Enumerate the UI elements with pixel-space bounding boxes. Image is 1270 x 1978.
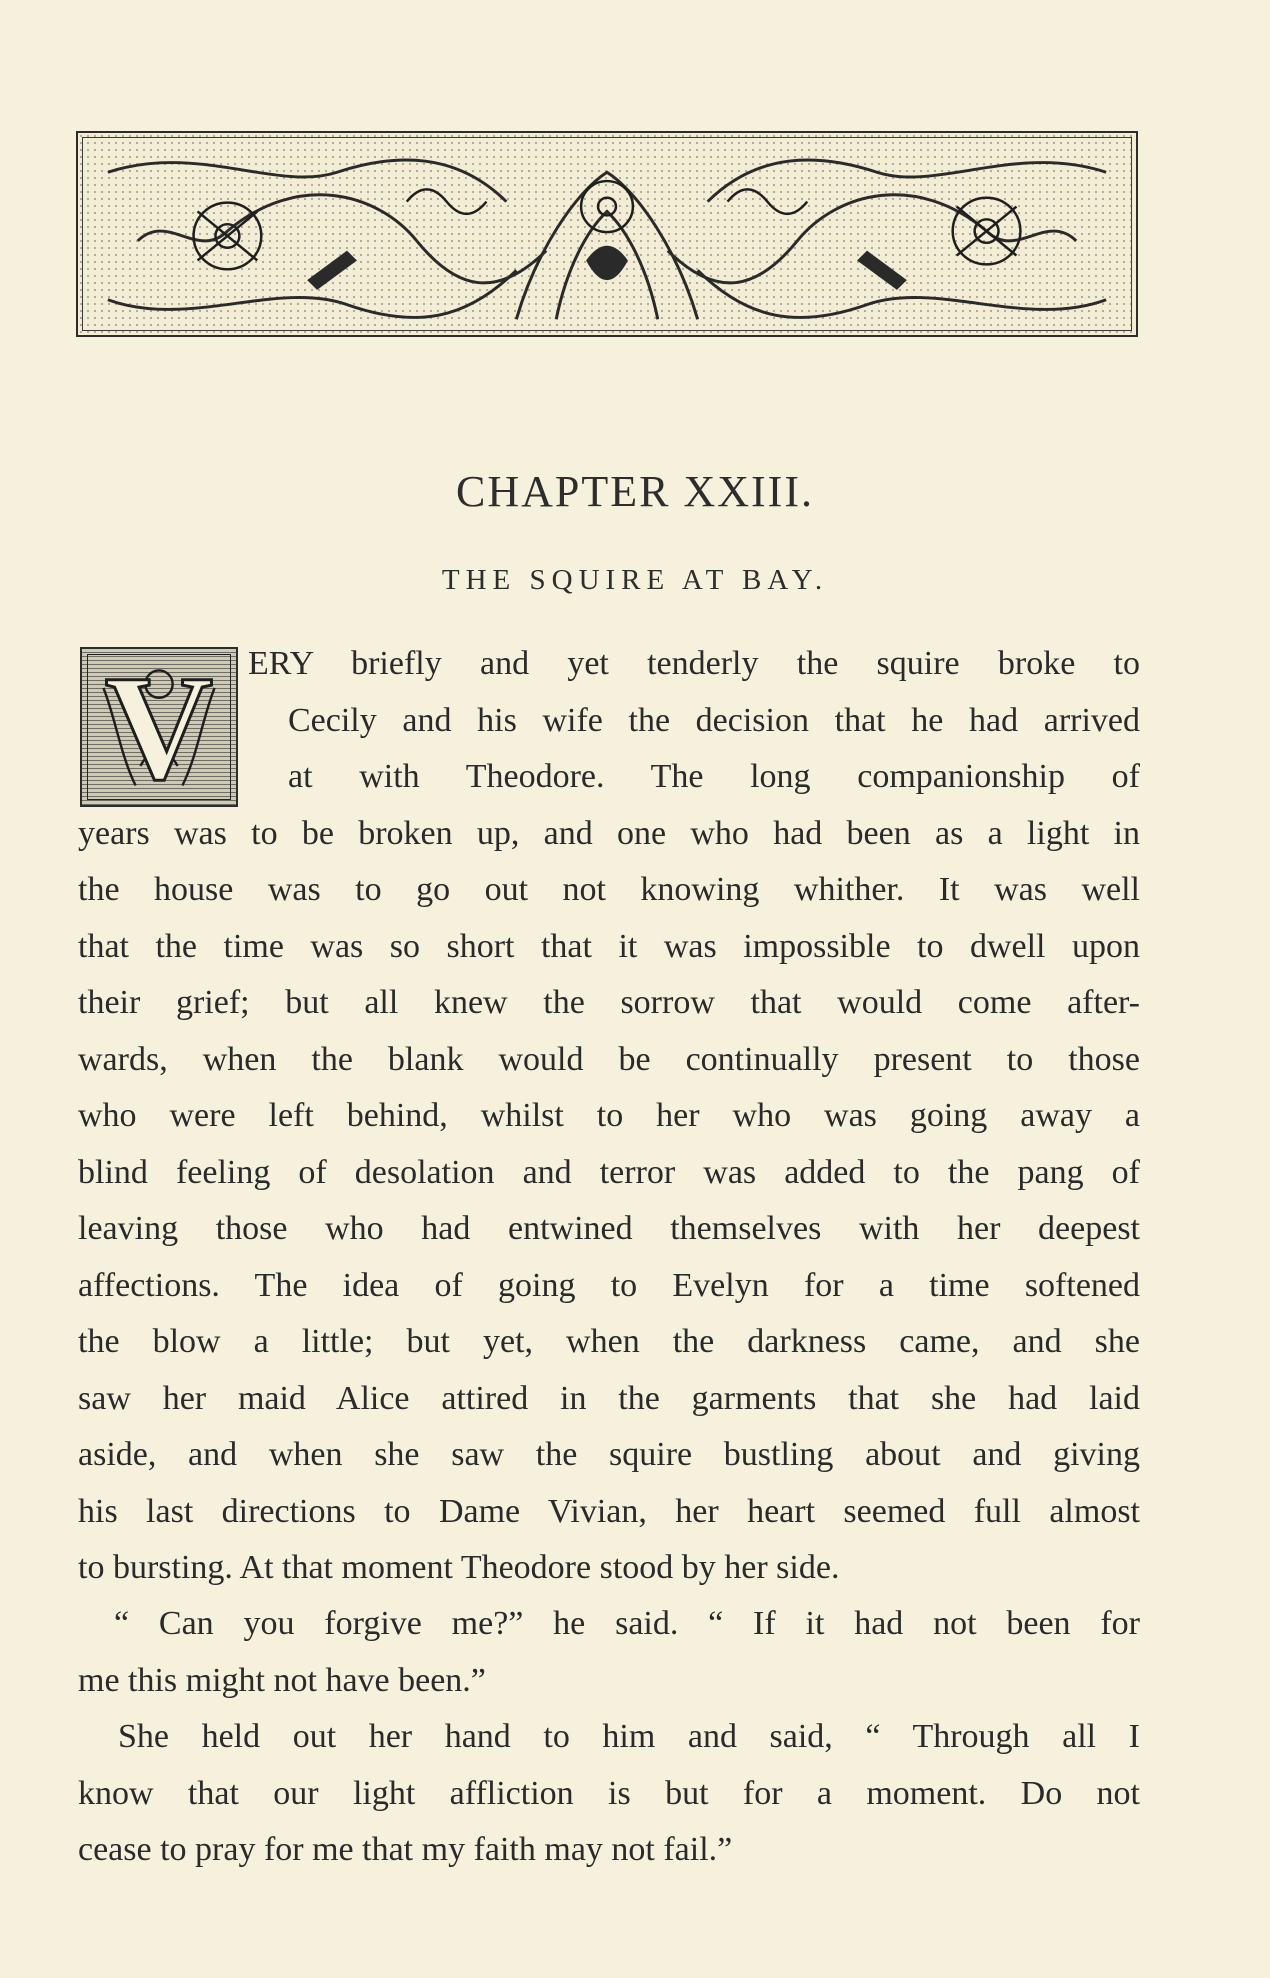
text-line-8: wards, when the blank would be continually present to those — [78, 1041, 1140, 1078]
text-line-10: blind feeling of desolation and terror was added to the pang of — [78, 1154, 1140, 1191]
text-line-6: that the time was so short that it was impossible to dwell upon — [78, 928, 1140, 965]
text-line-5: the house was to go out not knowing whither. It was well — [78, 871, 1140, 908]
text-line-11: leaving those who had entwined themselves with her deepest — [78, 1210, 1140, 1247]
text-line-1: ERY briefly and yet tenderly the squire broke to — [248, 645, 1140, 682]
text-line-18: “ Can you forgive me?” he said. “ If it had not been for — [114, 1605, 1140, 1642]
drop-cap-letter: V — [104, 645, 214, 811]
scroll-ornament-icon — [78, 133, 1136, 335]
text-line-21: know that our light affliction is but for a moment. Do not — [78, 1775, 1140, 1812]
chapter-title: CHAPTER XXIII. — [456, 467, 814, 516]
text-line-16: his last directions to Dame Vivian, her heart seemed full almost — [78, 1493, 1140, 1530]
drop-cap — [80, 645, 238, 811]
text-line-20: She held out her hand to him and said, “ Through all I — [118, 1718, 1140, 1755]
text-line-15: aside, and when she saw the squire bustling about and giving — [78, 1436, 1140, 1473]
text-line-17: to bursting. At that moment Theodore stood by her side. — [78, 1549, 840, 1586]
text-line-14: saw her maid Alice attired in the garments that she had laid — [78, 1380, 1140, 1417]
ornamental-headpiece — [76, 131, 1138, 337]
text-line-13: the blow a little; but yet, when the darkness came, and she — [78, 1323, 1140, 1360]
text-line-2: Cecily and his wife the decision that he had arrived — [288, 702, 1140, 739]
text-line-12: affections. The idea of going to Evelyn for a time softened — [78, 1267, 1140, 1304]
text-line-22: cease to pray for me that my faith may not fail.” — [78, 1831, 733, 1868]
chapter-subtitle: THE SQUIRE AT BAY. — [441, 564, 829, 596]
text-line-3: at with Theodore. The long companionship of — [288, 758, 1140, 795]
text-line-19: me this might not have been.” — [78, 1662, 486, 1699]
text-line-4: years was to be broken up, and one who had been as a light in — [78, 815, 1140, 852]
text-line-7: their grief; but all knew the sorrow that would come after- — [78, 984, 1140, 1021]
text-line-9: who were left behind, whilst to her who was going away a — [78, 1097, 1140, 1134]
